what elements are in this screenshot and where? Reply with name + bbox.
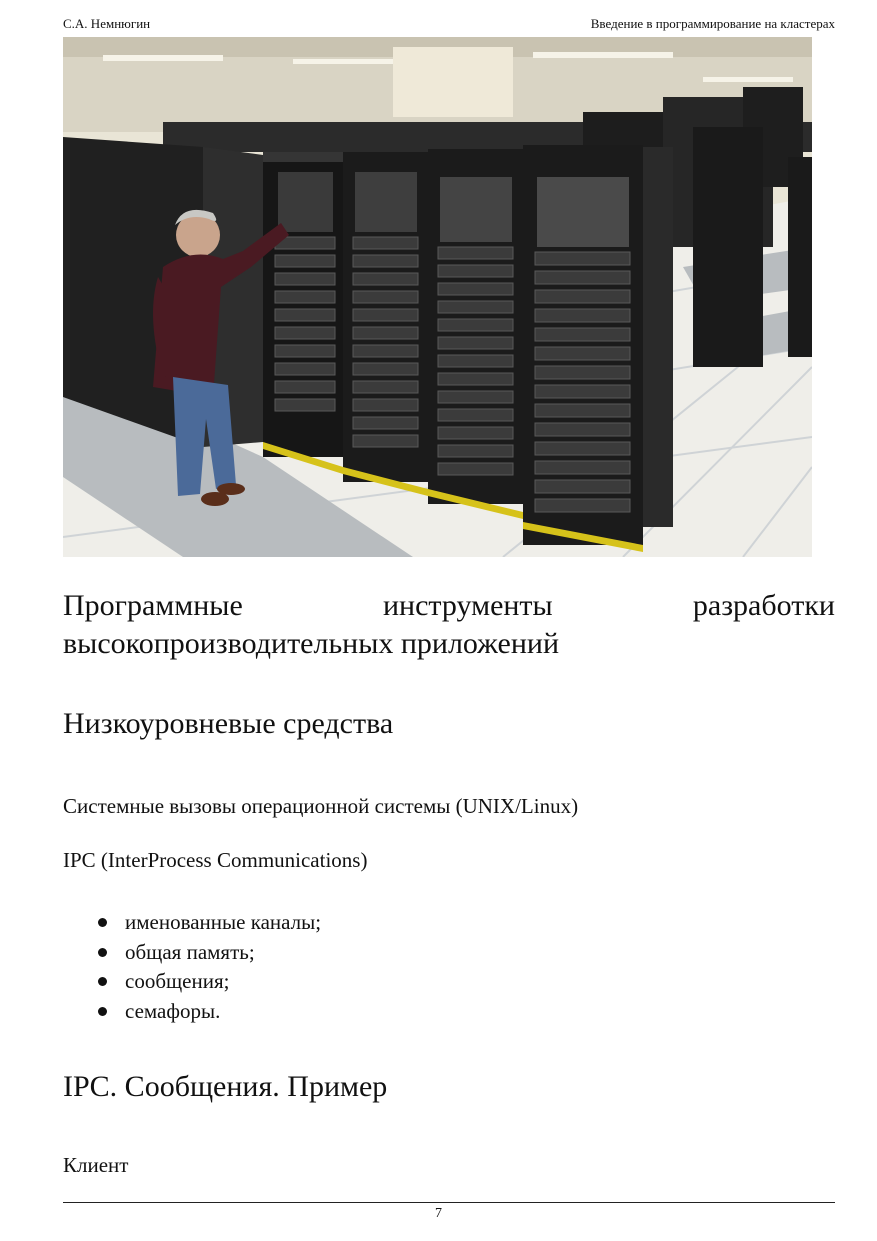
paragraph-ipc: IPC (InterProcess Communications) [63, 848, 368, 872]
main-heading-word-1: Программные [63, 589, 243, 622]
list-item: общая память; [63, 938, 321, 968]
ipc-mechanisms-list [63, 908, 321, 1026]
list-item: семафоры. [63, 997, 321, 1027]
list-item: именованные каналы; [63, 908, 321, 938]
paragraph-syscalls: Системные вызовы операционной системы (UNIX/Linux) [63, 794, 579, 818]
main-heading-word-2: инструменты [382, 589, 553, 622]
page-number: 7 [435, 1206, 442, 1221]
paragraph-client: Клиент [63, 1153, 129, 1177]
main-heading [63, 587, 835, 663]
page-header [63, 16, 835, 36]
header-course-title: Введение в программирование на кластерах [590, 16, 835, 31]
section-heading-ipc-example: IPC. Сообщения. Пример [63, 1070, 388, 1103]
header-author: С.А. Немнюгин [63, 16, 151, 31]
footer-divider [63, 1202, 835, 1203]
bullet-icon [98, 948, 107, 957]
main-heading-line-2: высокопроизводительных приложений [63, 627, 559, 660]
bullet-icon [98, 1007, 107, 1016]
bullet-icon [98, 918, 107, 927]
section-heading-low-level: Низкоуровневые средства [63, 707, 394, 740]
supercomputer-photo [63, 37, 812, 557]
bullet-icon [98, 977, 107, 986]
list-item: сообщения; [63, 967, 321, 997]
main-heading-word-3: разработки [692, 589, 835, 622]
